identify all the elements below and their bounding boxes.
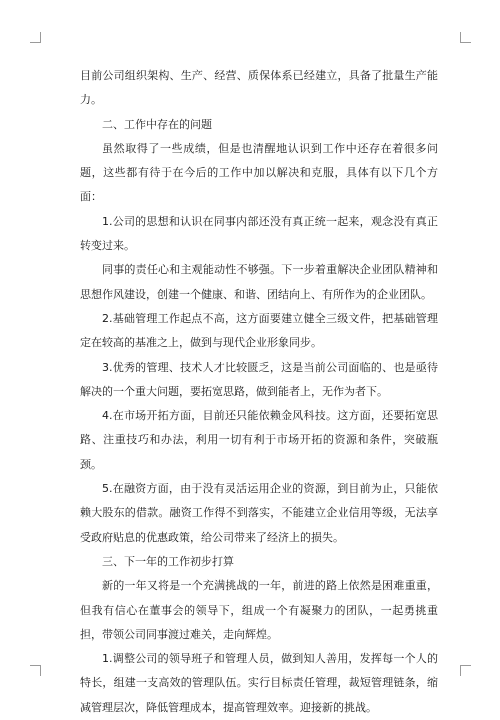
crop-mark-top-right: [460, 32, 471, 43]
list-item-plan-1: 1.调整公司的领导班子和管理人员，做到知人善用，发挥每一个人的特长，组建一支高效的管理队伍。实行目标责任管理，裁短管理链条，缩减管理层次，降低管理成本，提高管理效率。迎接新的挑战。: [80, 652, 438, 714]
document-body: [80, 64, 438, 720]
list-item-problem-5: 5.在融资方面，由于没有灵活运用企业的资源，到目前为止，只能依赖大股东的借款。融资工作得不到落实，不能建立企业信用等级，无法享受政府贴息的优惠政策，给公司带来了经济上的损失。: [80, 482, 438, 544]
list-item-problem-1: 1.公司的思想和认识在同事内部还没有真正统一起来，观念没有真正转变过来。: [80, 214, 438, 253]
crop-mark-bottom-right: [460, 665, 471, 676]
list-item-problem-2: 2.基础管理工作起点不高，这方面要建立健全三级文件，把基础管理定在较高的基准之上，做到与现代企业形象同步。: [80, 311, 438, 350]
list-item-problem-3: 3.优秀的管理、技术人才比较匮乏，这是当前公司面临的、也是亟待解决的一个重大问题，要拓宽思路，做到能者上，无作为者下。: [80, 360, 438, 398]
paragraph-problems-intro: 虽然取得了一些成绩，但是也清醒地认识到工作中还存在着很多问题，这些都有待于在今后的工作中加以解决和克服，具体有以下几个方面：: [80, 141, 438, 204]
crop-mark-bottom-left: [30, 665, 41, 676]
section-heading-problems: 二、工作中存在的问题: [102, 117, 212, 131]
paragraph-capability-summary: 目前公司组织架构、生产、经营、质保体系已经建立，具备了批量生产能力。: [80, 69, 438, 107]
paragraph-team-spirit: 同事的责任心和主观能动性不够强。下一步着重解决企业团队精神和思想作风建设，创建一个健康、和谐、团结向上、有所作为的企业团队。: [80, 263, 438, 301]
list-item-problem-4: 4.在市场开拓方面，目前还只能依赖金风科技。这方面，还要拓宽思路、注重技巧和办法，利用一切有利于市场开拓的资源和条件，突破瓶颈。: [80, 409, 438, 471]
section-heading-plan: 三、下一年的工作初步打算: [102, 554, 234, 568]
crop-mark-top-left: [30, 32, 41, 43]
paragraph-plan-intro: 新的一年又将是一个充满挑战的一年，前进的路上依然是困难重重，但我有信心在董事会的领导下，组成一个有凝聚力的团队，一起勇挑重担，带领公司同事渡过难关，走向辉煌。: [80, 579, 438, 641]
